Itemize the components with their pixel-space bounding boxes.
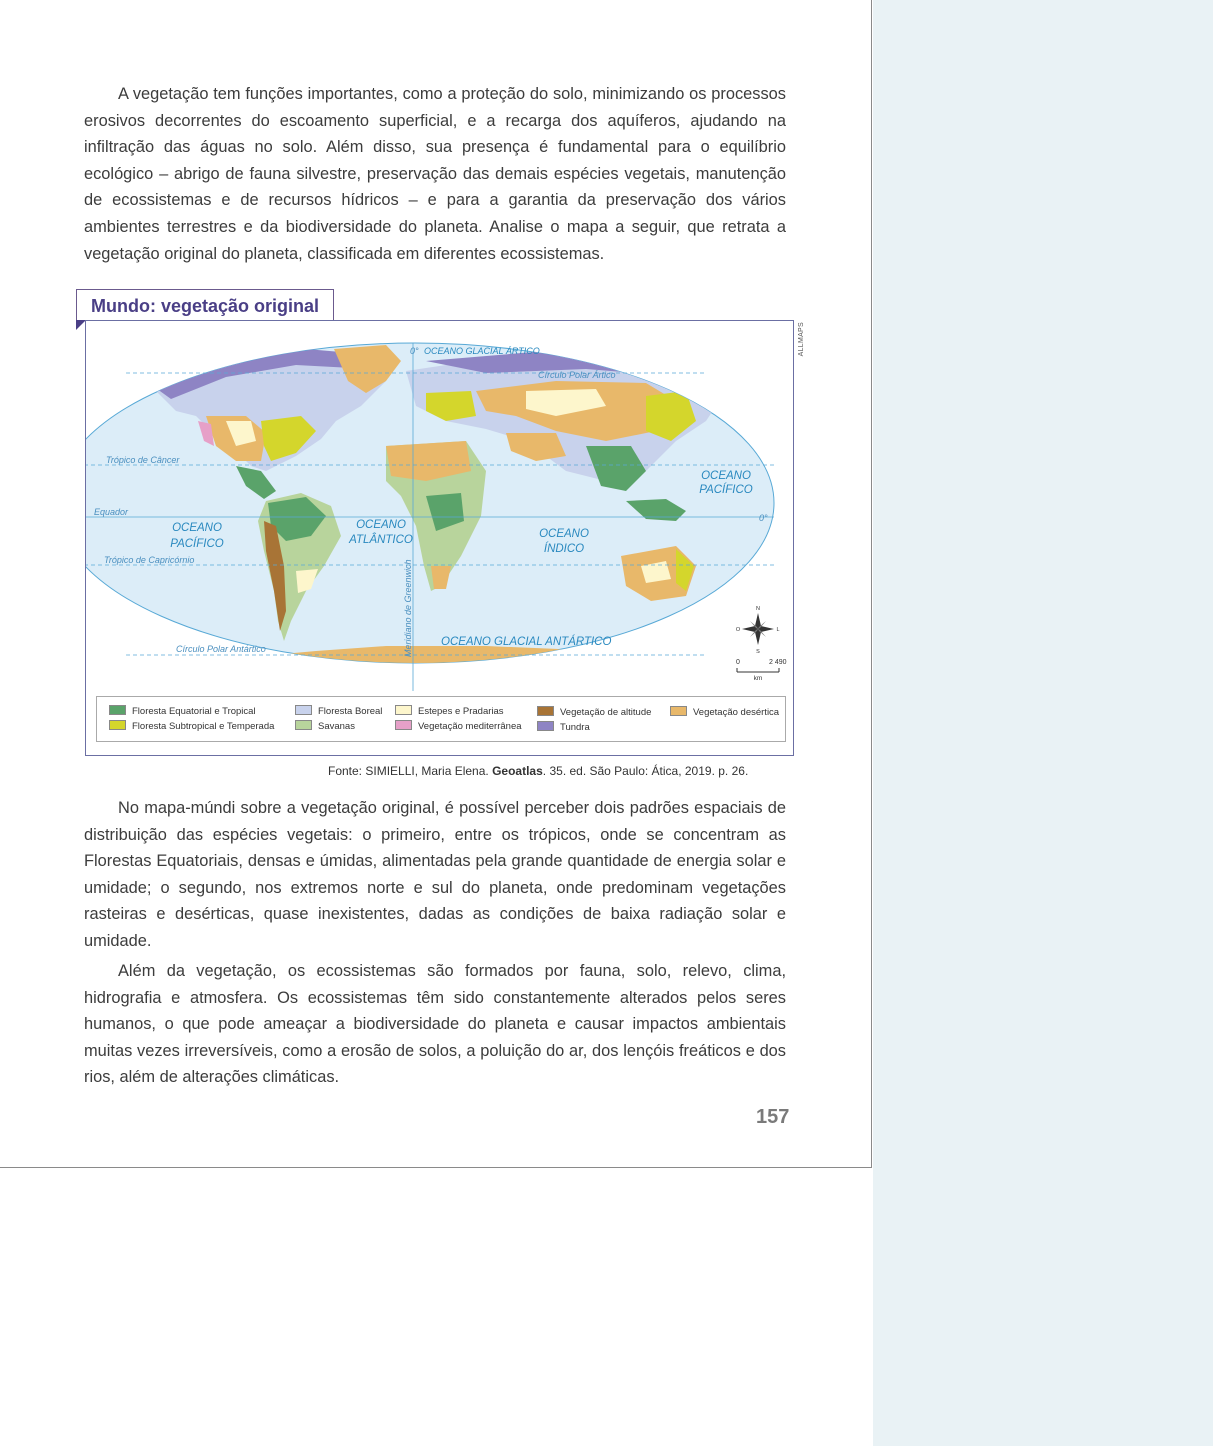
legend-item: [537, 706, 651, 719]
scale-bar: [736, 659, 787, 682]
intro-paragraph: A vegetação tem funções importantes, como a proteção do solo, minimizando os processos erosivos decorrentes do escoamento superficial, e a recarga dos aquíferos, ajudando na infiltração das águas no solo. Além disso, sua presença é fundamental para o equilíbrio ecológico – abrigo de fauna silvestre, preservação das demais espécies vegetais, manutenção de ecossistemas e de recursos hídricos – e para a garantia da preservação dos vários ambientes terrestres e da biodiversidade do planeta. Analise o mapa a seguir, que retrata a vegetação original do planeta, classificada em diferentes ecossistemas.: [84, 85, 786, 263]
pacific-east-label-2: PACÍFICO: [699, 484, 753, 496]
atlantic-label-1: OCEANO: [356, 519, 406, 531]
zero-latitude-label: 0°: [759, 513, 768, 523]
map-credit: ALLMAPS: [798, 322, 805, 357]
pacific-east-label-1: OCEANO: [701, 470, 751, 482]
legend-label: Savanas: [318, 721, 355, 732]
legend-label: Vegetação de altitude: [560, 707, 652, 718]
greenwich-label: Meridiano de Greenwich: [403, 559, 413, 657]
pacific-west-label-2: PACÍFICO: [170, 538, 224, 550]
tropic-of-capricorn-label: Trópico de Capricórnio: [104, 555, 195, 565]
compass-s: S: [756, 649, 760, 655]
legend-label: Floresta Equatorial e Tropical: [132, 706, 256, 717]
right-margin-panel: [873, 0, 1213, 1446]
scale-unit: km: [753, 675, 763, 682]
legend-swatch: [295, 705, 312, 715]
legend-item: [395, 720, 522, 733]
legend-item: [295, 720, 355, 733]
compass-o: O: [735, 627, 741, 633]
legend-label: Tundra: [560, 722, 590, 733]
legend-label: Floresta Subtropical e Temperada: [132, 721, 275, 732]
scale-value: 2 490: [769, 659, 787, 666]
source-suffix: . 35. ed. São Paulo: Ática, 2019. p. 26.: [542, 764, 749, 778]
source-work: Geoatlas: [492, 764, 543, 778]
compass-n: N: [756, 606, 760, 612]
ecosystem-paragraph: Além da vegetação, os ecossistemas são formados por fauna, solo, relevo, clima, hidrografia e atmosfera. Os ecossistemas têm sido constantemente alterados pelos seres humanos, o que pode ameaçar a biodiversidade do planeta e causar impactos ambientais muitas vezes irreversíveis, como a erosão de solos, a poluição do ar, dos lençóis freáticos e dos rios, além de alterações climáticas.: [84, 962, 786, 1087]
legend-swatch: [537, 721, 554, 731]
source-prefix: Fonte: SIMIELLI, Maria Elena.: [328, 764, 489, 778]
atlantic-label-2: ATLÂNTICO: [349, 534, 413, 546]
equator-label: Equador: [94, 507, 129, 517]
antarctic-ocean-label: OCEANO GLACIAL ANTÁRTICO: [441, 636, 612, 648]
legend-swatch: [109, 720, 126, 730]
indian-label-2: ÍNDICO: [543, 543, 585, 555]
map-frame: [85, 320, 794, 756]
map-title: Mundo: vegetação original: [76, 289, 334, 321]
legend-item: [109, 720, 274, 733]
legend-item: [295, 705, 382, 718]
world-vegetation-map: [86, 321, 793, 755]
compass-l: L: [776, 627, 780, 633]
legend-item: [109, 705, 256, 718]
tropic-of-cancer-label: Trópico de Câncer: [106, 455, 180, 465]
legend-label: Vegetação desértica: [693, 707, 780, 718]
legend-item: [537, 721, 590, 734]
legend-label: Vegetação mediterrânea: [418, 721, 522, 732]
scale-zero: 0: [736, 659, 740, 666]
legend-swatch: [537, 706, 554, 716]
legend-item: [670, 706, 779, 719]
legend-label: Floresta Boreal: [318, 706, 383, 717]
map-legend: [96, 696, 786, 742]
page-number: 157: [756, 1106, 790, 1128]
legend-item: [395, 705, 504, 718]
compass-rose-icon: [736, 606, 780, 655]
legend-swatch: [395, 720, 412, 730]
legend-swatch: [295, 720, 312, 730]
antarctic-circle-label: Círculo Polar Antártico: [176, 644, 266, 654]
zero-meridian-label: 0°: [410, 346, 419, 356]
legend-swatch: [670, 706, 687, 716]
map-source: [328, 764, 748, 778]
pacific-west-label-1: OCEANO: [172, 522, 222, 534]
arctic-ocean-label: OCEANO GLACIAL ÁRTICO: [424, 346, 540, 356]
analysis-paragraph: No mapa-múndi sobre a vegetação original, é possível perceber dois padrões espaciais de distribuição das espécies vegetais: o primeiro, entre os trópicos, onde se concentram as Florestas Equatoriais, densas e úmidas, alimentadas pela grande quantidade de energia solar e umidade; o segundo, nos extremos norte e sul do planeta, onde predominam vegetações rasteiras e desérticas, quase inexistentes, dadas as condições de baixa radiação solar e umidade.: [84, 799, 786, 950]
arctic-circle-label: Círculo Polar Ártico: [538, 370, 616, 380]
legend-swatch: [109, 705, 126, 715]
indian-label-1: OCEANO: [539, 528, 589, 540]
legend-label: Estepes e Pradarias: [418, 706, 504, 717]
legend-swatch: [395, 705, 412, 715]
